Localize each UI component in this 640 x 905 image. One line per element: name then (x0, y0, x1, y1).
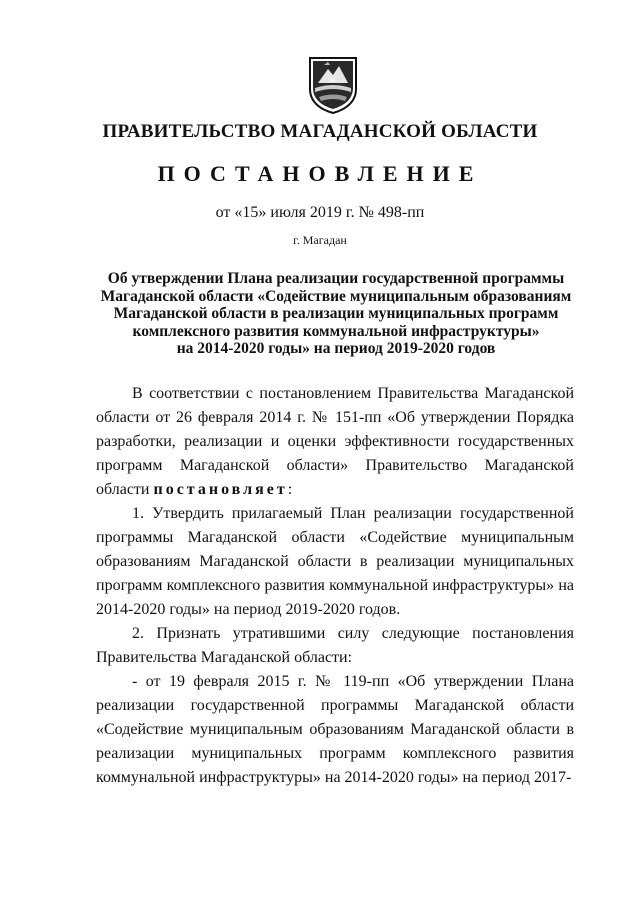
subject-line: на 2014-2020 годы» на период 2019-2020 годов (176, 340, 496, 357)
coat-of-arms-icon (306, 55, 360, 115)
document-date-number: от «15» июля 2019 г. № 498-пп (215, 204, 425, 221)
item-2-paragraph: 2. Признать утратившими силу следующие постановления Правительства Магаданской области: (96, 625, 574, 666)
document-type: ПОСТАНОВЛЕНИЕ (157, 161, 483, 186)
decree-colon: : (287, 481, 293, 498)
subject-line: Об утверждении Плана реализации государственной программы (107, 270, 565, 287)
decree-word: постановляет (153, 481, 288, 498)
item-2a-paragraph: - от 19 февраля 2015 г. № 119-пп «Об утверждении Плана реализации государственной программы Магаданской области «Содействие муниципальным образованиям Магаданской области в реализации муниципальных программ комплексного развития коммунальной инфраструктуры» на 2014-2020 годы» на период 2017- (96, 673, 574, 786)
document-body (96, 382, 574, 790)
government-title: ПРАВИТЕЛЬСТВО МАГАДАНСКОЙ ОБЛАСТИ (102, 121, 538, 142)
document-city: г. Магадан (293, 233, 347, 247)
subject-line: комплексного развития коммунальной инфраструктуры» (132, 322, 540, 340)
subject-line: Магаданской области «Содействие муниципальным образованиям (100, 287, 572, 305)
preamble-text: В соответствии с постановлением Правительства Магаданской области от 26 февраля 2014 г. № 151-пп «Об утверждении Порядка разработки, реализации и оценки эффективности государственных программ Магаданской области» Правительство Магаданской области (96, 385, 574, 498)
subject-line: Магаданской области в реализации муниципальных программ (113, 305, 559, 322)
document-subject (96, 270, 576, 358)
item-1-paragraph: 1. Утвердить прилагаемый План реализации государственной программы Магаданской области «Содействие муниципальным образованиям Магаданской области в реализации муниципальных программ комплексного развития коммунальной инфраструктуры» на 2014-2020 годы» на период 2019-2020 годов. (96, 505, 574, 618)
preamble-paragraph (96, 382, 574, 502)
